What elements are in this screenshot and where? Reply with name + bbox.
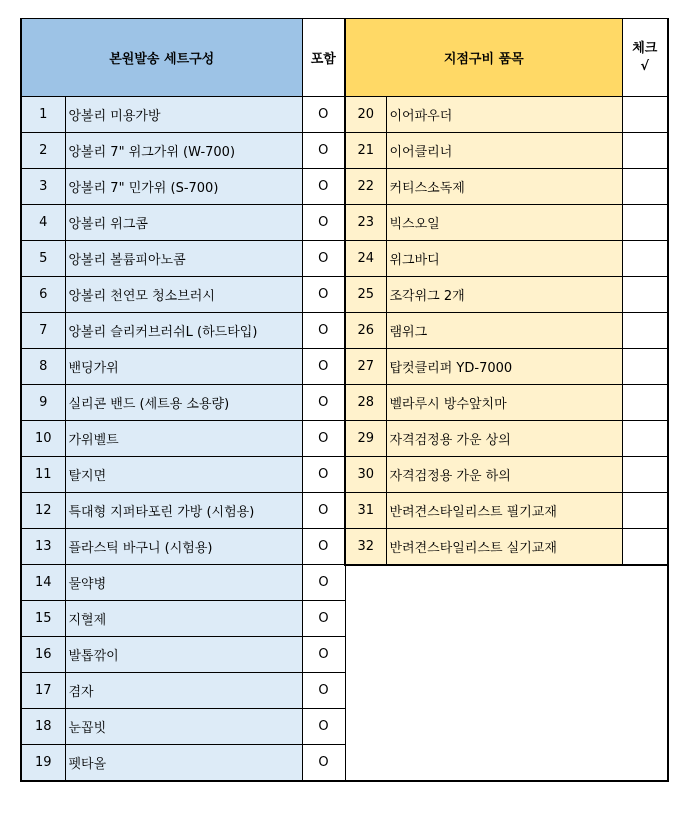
branch-item-name: 이어클리너 xyxy=(386,133,622,169)
item-number: 7 xyxy=(21,313,65,349)
included-mark: O xyxy=(302,241,345,277)
included-mark: O xyxy=(302,565,345,601)
item-name: 눈꼽빗 xyxy=(65,709,302,745)
branch-item-number: 23 xyxy=(345,205,386,241)
item-name: 탈지면 xyxy=(65,457,302,493)
branch-item-number: 31 xyxy=(345,493,386,529)
branch-item-number: 28 xyxy=(345,385,386,421)
check-cell[interactable] xyxy=(622,493,668,529)
included-mark: O xyxy=(302,349,345,385)
check-header-label: 체크 xyxy=(632,40,658,56)
table-row xyxy=(21,277,668,313)
table-row xyxy=(21,457,668,493)
included-header: 포함 xyxy=(302,19,345,97)
item-number: 3 xyxy=(21,169,65,205)
item-number: 5 xyxy=(21,241,65,277)
item-name: 앙볼리 7" 위그가위 (W-700) xyxy=(65,133,302,169)
included-mark: O xyxy=(302,493,345,529)
included-mark: O xyxy=(302,313,345,349)
branch-item-name: 벨라루시 방수앞치마 xyxy=(386,385,622,421)
included-mark: O xyxy=(302,745,345,781)
branch-item-name: 자격검정용 가운 상의 xyxy=(386,421,622,457)
branch-item-name: 커티스소독제 xyxy=(386,169,622,205)
item-number: 1 xyxy=(21,97,65,133)
item-number: 11 xyxy=(21,457,65,493)
check-mark-icon: √ xyxy=(640,58,650,74)
check-cell[interactable] xyxy=(622,385,668,421)
branch-item-name: 반려견스타일리스트 필기교재 xyxy=(386,493,622,529)
branch-item-number: 27 xyxy=(345,349,386,385)
table-row xyxy=(21,421,668,457)
item-name: 앙볼리 볼륨피아노콤 xyxy=(65,241,302,277)
item-name: 지혈제 xyxy=(65,601,302,637)
item-number: 15 xyxy=(21,601,65,637)
item-name: 밴딩가위 xyxy=(65,349,302,385)
item-name: 앙볼리 미용가방 xyxy=(65,97,302,133)
item-number: 8 xyxy=(21,349,65,385)
check-cell[interactable] xyxy=(622,421,668,457)
table-row xyxy=(21,385,668,421)
empty-area xyxy=(345,565,668,781)
check-header xyxy=(622,19,668,97)
table-row xyxy=(21,349,668,385)
item-name: 실리콘 밴드 (세트용 소용량) xyxy=(65,385,302,421)
branch-item-name: 조각위그 2개 xyxy=(386,277,622,313)
table-row xyxy=(21,313,668,349)
included-mark: O xyxy=(302,205,345,241)
right-header: 지점구비 품목 xyxy=(345,19,622,97)
branch-item-name: 자격검정용 가운 하의 xyxy=(386,457,622,493)
item-name: 가위벨트 xyxy=(65,421,302,457)
branch-item-name: 위그바디 xyxy=(386,241,622,277)
branch-item-number: 30 xyxy=(345,457,386,493)
item-name: 앙볼리 위그콤 xyxy=(65,205,302,241)
item-number: 18 xyxy=(21,709,65,745)
item-number: 4 xyxy=(21,205,65,241)
table-row xyxy=(21,493,668,529)
branch-item-name: 이어파우더 xyxy=(386,97,622,133)
branch-item-number: 20 xyxy=(345,97,386,133)
checklist-table xyxy=(20,18,669,782)
table-row xyxy=(21,133,668,169)
item-number: 12 xyxy=(21,493,65,529)
branch-item-number: 26 xyxy=(345,313,386,349)
header-row xyxy=(21,19,668,97)
included-mark: O xyxy=(302,169,345,205)
item-name: 앙볼리 슬리커브러쉬L (하드타입) xyxy=(65,313,302,349)
item-number: 2 xyxy=(21,133,65,169)
branch-item-name: 빅스오일 xyxy=(386,205,622,241)
branch-item-name: 램위그 xyxy=(386,313,622,349)
branch-item-name: 탑컷클리퍼 YD-7000 xyxy=(386,349,622,385)
included-mark: O xyxy=(302,637,345,673)
item-number: 13 xyxy=(21,529,65,565)
item-number: 10 xyxy=(21,421,65,457)
included-mark: O xyxy=(302,673,345,709)
item-number: 17 xyxy=(21,673,65,709)
table-row xyxy=(21,205,668,241)
branch-item-number: 22 xyxy=(345,169,386,205)
included-mark: O xyxy=(302,97,345,133)
check-cell[interactable] xyxy=(622,529,668,565)
table-row xyxy=(21,529,668,565)
check-cell[interactable] xyxy=(622,133,668,169)
item-name: 특대형 지퍼타포린 가방 (시험용) xyxy=(65,493,302,529)
branch-item-number: 32 xyxy=(345,529,386,565)
branch-item-number: 25 xyxy=(345,277,386,313)
item-name: 플라스틱 바구니 (시험용) xyxy=(65,529,302,565)
check-cell[interactable] xyxy=(622,349,668,385)
branch-item-name: 반려견스타일리스트 실기교재 xyxy=(386,529,622,565)
table-row xyxy=(21,241,668,277)
included-mark: O xyxy=(302,385,345,421)
included-mark: O xyxy=(302,277,345,313)
item-name: 앙볼리 천연모 청소브러시 xyxy=(65,277,302,313)
check-cell[interactable] xyxy=(622,97,668,133)
branch-item-number: 29 xyxy=(345,421,386,457)
check-cell[interactable] xyxy=(622,457,668,493)
item-number: 6 xyxy=(21,277,65,313)
item-number: 19 xyxy=(21,745,65,781)
item-number: 16 xyxy=(21,637,65,673)
included-mark: O xyxy=(302,133,345,169)
included-mark: O xyxy=(302,421,345,457)
check-cell[interactable] xyxy=(622,241,668,277)
table-row xyxy=(21,97,668,133)
item-number: 14 xyxy=(21,565,65,601)
item-name: 앙볼리 7" 민가위 (S-700) xyxy=(65,169,302,205)
check-cell[interactable] xyxy=(622,169,668,205)
table-row xyxy=(21,169,668,205)
item-name: 발톱깎이 xyxy=(65,637,302,673)
check-cell[interactable] xyxy=(622,277,668,313)
included-mark: O xyxy=(302,529,345,565)
item-name: 겸자 xyxy=(65,673,302,709)
branch-item-number: 24 xyxy=(345,241,386,277)
table-row xyxy=(21,565,668,601)
check-cell[interactable] xyxy=(622,313,668,349)
left-header: 본원발송 세트구성 xyxy=(21,19,302,97)
included-mark: O xyxy=(302,457,345,493)
check-cell[interactable] xyxy=(622,205,668,241)
item-number: 9 xyxy=(21,385,65,421)
branch-item-number: 21 xyxy=(345,133,386,169)
item-name: 펫타올 xyxy=(65,745,302,781)
included-mark: O xyxy=(302,601,345,637)
included-mark: O xyxy=(302,709,345,745)
item-name: 물약병 xyxy=(65,565,302,601)
